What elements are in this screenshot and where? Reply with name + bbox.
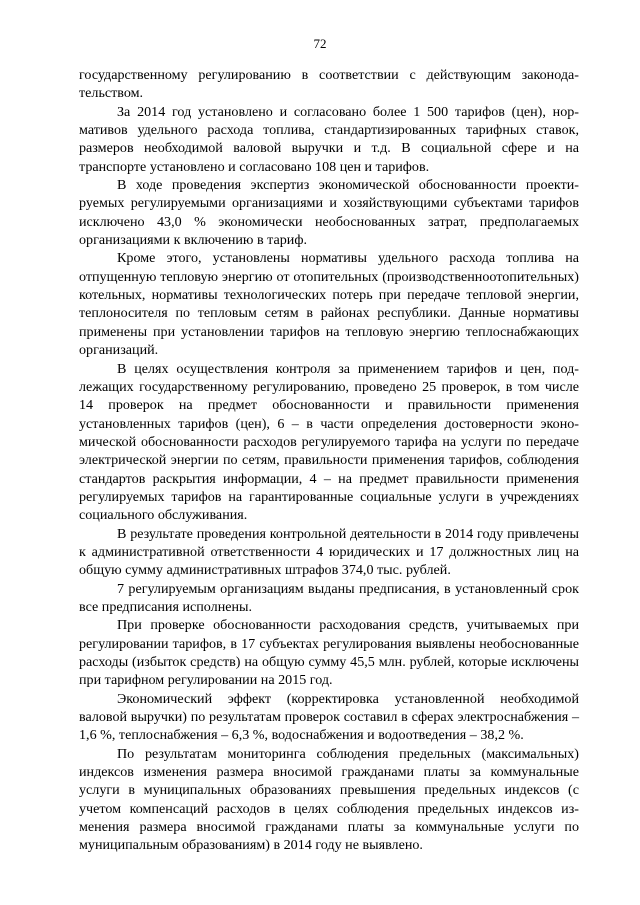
paragraph-tariffs-2014: За 2014 год установлено и согласовано более 1 500 тарифов (цен), нормативов удельного расхода топлива, стандартизированных тарифных ставок, размеров необходимой валовой выручки и т.д. В социальной сфере и на транспорте установлено и согласовано 108 цен и тарифов. — [79, 103, 579, 175]
paragraph-monitoring: По результатам мониторинга соблюдения предельных (максимальных) индексов изменения размера вносимой гражданами платы за коммунальные услуги в муниципальных образованиях превышения предельных индексов (с учетом компенсаций расходов в целях соблюдения предельных индексов изменения размера вносимой гражданами платы за коммунальные услуги по муниципальным образованиям) в 2014 году не выявлено. — [79, 745, 579, 854]
body-text — [79, 66, 579, 855]
paragraph-economic-effect: Экономический эффект (корректировка установленной необходимой валовой выручки) по результатам проверок составил в сферах электроснабжения – 1,6 %, теплоснабжения – 6,3 %, водоснабжения и водоотведения – 38,2 %. — [79, 690, 579, 744]
paragraph-inspections: В целях осуществления контроля за применением тарифов и цен, подлежащих государственному регулированию, проведено 25 проверок, в том числе 14 проверок на предмет обоснованности и правильности применения установленных тарифов (цен), 6 – в части определения достоверности экономической обоснованности расходов регулируемого тарифа на услуги по передаче электрической энергии по сетям, правильности применения тарифов, соблюдения стандартов раскрытия информации, 4 – на предмет правильности применения регулируемых тарифов на гарантированные социальные услуги в учреждениях социального обслуживания. — [79, 360, 579, 524]
paragraph-expertise: В ходе проведения экспертиз экономической обоснованности проектируемых регулируемыми организациями и хозяйствующими субъектами тарифов исключено 43,0 % экономически необоснованных затрат, предполагаемых организациями к включению в тариф. — [79, 177, 579, 249]
page-number: 72 — [313, 36, 327, 51]
paragraph-orders: 7 регулируемым организациям выданы предписания, в установленный срок все предписания исполнены. — [79, 580, 579, 615]
paragraph-unjustified-expenses: При проверке обоснованности расходования средств, учитываемых при регулировании тарифов, в 17 субъектах регулирования выявлены необоснованные расходы (избыток средств) на общую сумму 45,5 млн. рублей, которые исключены при тарифном регулировании на 2015 год. — [79, 617, 579, 689]
paragraph-liability: В результате проведения контрольной деятельности в 2014 году привлечены к административной ответственности 4 юридических и 17 должностных лиц на общую сумму административных штрафов 374,0 тыс. рублей. — [79, 525, 579, 579]
paragraph-continuation: государственному регулированию в соответствии с действующим законодательством. — [79, 67, 579, 102]
paragraph-fuel-norms: Кроме этого, установлены нормативы удельного расхода топлива на отпущенную тепловую энергию от отопительных (производственноотопительных) котельных, нормативы технологических потерь при передаче тепловой энергии, теплоносителя по тепловым сетям в районах республики. Данные нормативы применены при установлении тарифов на тепловую энергию теплоснабжающих организаций. — [79, 250, 579, 359]
